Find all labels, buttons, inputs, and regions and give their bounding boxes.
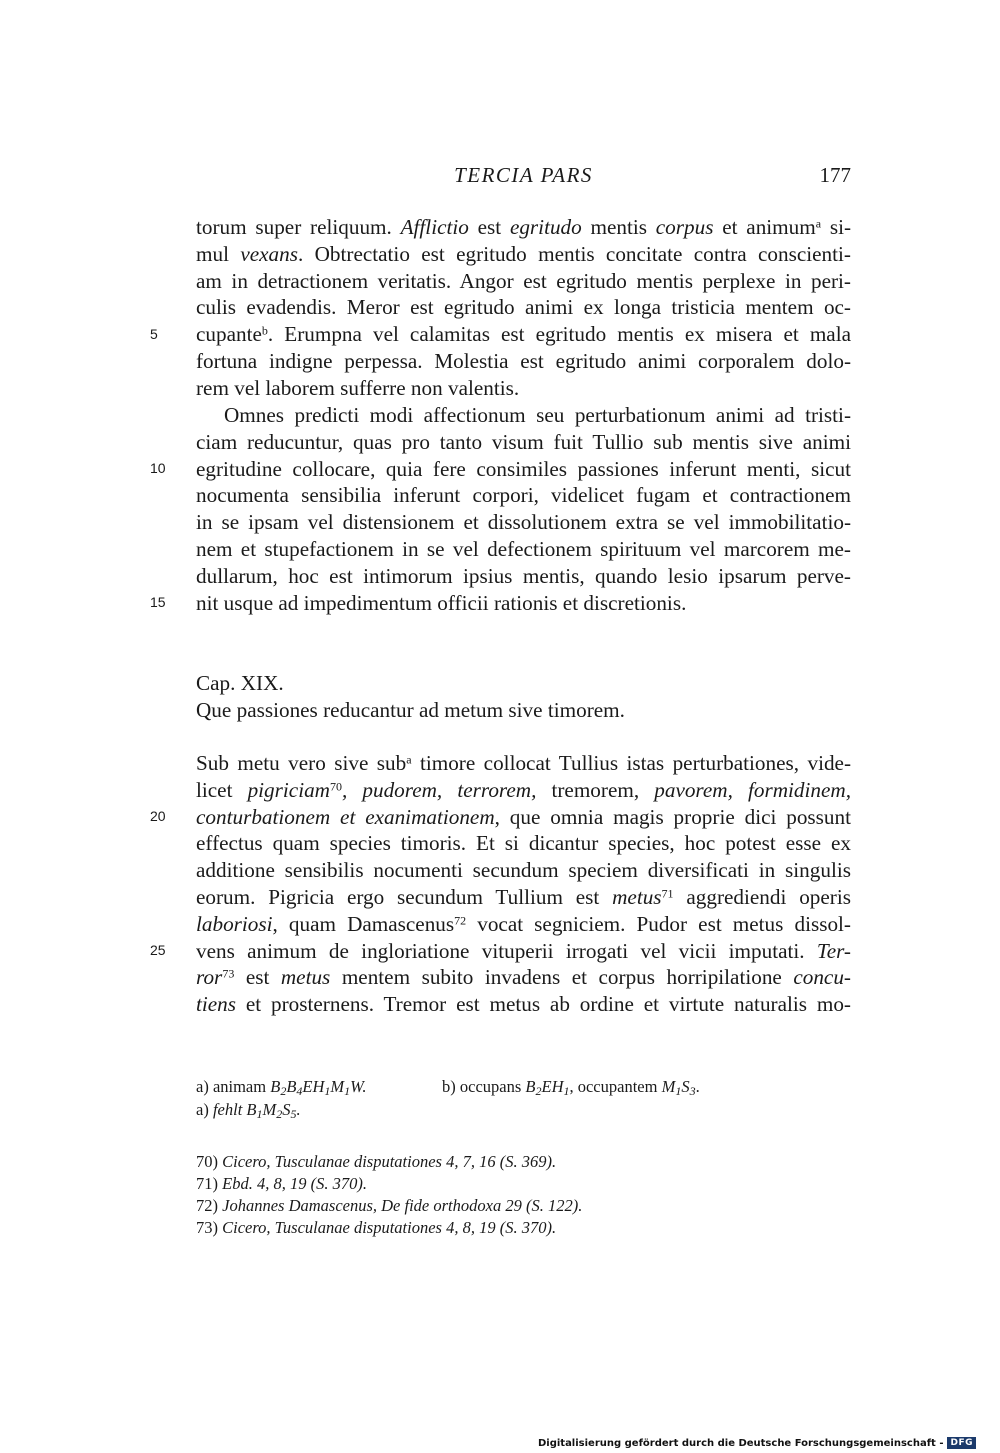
paragraph-2: [196, 402, 851, 616]
source-note: 71) Ebd. 4, 8, 19 (S. 370).: [196, 1174, 367, 1193]
text-line: effectus quam species timoris. Et si dicantur species, hoc potest esse ex: [196, 831, 851, 856]
running-head: [196, 163, 851, 193]
text-line: am in detractionem veritatis. Angor est egritudo mentis perplexe in peri-: [196, 268, 851, 293]
text-line: tiens et prosternens. Tremor est metus ab ordine et virtute naturalis mo-: [196, 992, 851, 1017]
text-line: conturbationem et exanimationem, que omnia magis proprie dici possunt: [196, 804, 851, 829]
line-number: 5: [150, 326, 158, 342]
credit-text: Digitalisierung gefördert durch die Deutsche Forschungsgemeinschaft -: [537, 1437, 944, 1449]
text-line: egritudine collocare, quia fere consimiles passiones inferunt menti, sicut: [196, 456, 851, 481]
running-title: TERCIA PARS: [454, 163, 593, 187]
critical-note: a) animam $B_2B_4EH_1M_1W$.: [196, 1077, 367, 1098]
source-note: 70) Cicero, Tusculanae disputationes 4, 7, 16 (S. 369).: [196, 1152, 557, 1171]
text-line: cupante$^b$. Erumpna vel calamitas est egritudo mentis ex misera et mala: [196, 322, 851, 347]
text-line: eorum. Pigricia ergo secundum Tullium est metus$^{71}$ aggrediendi operis: [196, 884, 851, 909]
page-number: 177: [819, 163, 851, 187]
source-note: 72) Johannes Damascenus, De fide orthodoxa 29 (S. 122).: [196, 1196, 583, 1215]
text-line: vens animum de ingloriatione vituperii irrogati vel vicii imputati. Ter-: [196, 938, 851, 963]
text-line: in se ipsam vel distensionem et dissolutionem extra se vel immobilitatio-: [196, 510, 851, 535]
chapter-title: Que passiones reducantur ad metum sive timorem.: [196, 698, 625, 722]
critical-note: b) occupans $B_2EH_1$, occupantem $M_1S_3$.: [442, 1077, 700, 1098]
text-line: additione sensibilis nocumenti secundum speciem diversificati in singulis: [196, 858, 851, 883]
text-line: rem vel laborem sufferre non valentis.: [196, 375, 520, 400]
text-line: ciam reducuntur, quas pro tanto visum fuit Tullio sub mentis sive animi: [196, 429, 851, 454]
chapter-number: Cap. XIX.: [196, 671, 284, 695]
paragraph-1: [196, 214, 851, 402]
line-number: 15: [150, 594, 166, 610]
paragraph-3: [196, 750, 851, 1018]
footer-credit: [538, 1437, 976, 1449]
dfg-logo: DFG: [947, 1437, 976, 1449]
text-line: licet pigriciam$^{70}$, pudorem, terrorem, tremorem, pavorem, formidinem,: [196, 777, 851, 802]
text-line: nocumenta sensibilia inferunt corpori, videlicet fugam et contractionem: [196, 483, 851, 508]
text-line: ror$^{73}$ est metus mentem subito invadens et corpus horripilatione concu-: [196, 965, 851, 990]
text-line: torum super reliquum. Afflictio est egritudo mentis corpus et animum$^a$ si-: [196, 215, 852, 239]
text-line: laboriosi, quam Damascenus$^{72}$ vocat segniciem. Pudor est metus dissol-: [196, 911, 851, 936]
text-line: Sub metu vero sive sub$^a$ timore collocat Tullius istas perturbationes, vide-: [196, 751, 852, 775]
text-line: nit usque ad impedimentum officii rationis et discretionis.: [196, 590, 687, 615]
text-line: culis evadendis. Meror est egritudo animi ex longa tristicia mentem oc-: [196, 295, 851, 320]
line-number: 20: [150, 808, 166, 824]
text-line: nem et stupefactionem in se vel defectionem spirituum vel marcorem me-: [196, 536, 851, 561]
critical-note: a) fehlt $B_1M_2S_5$.: [196, 1100, 301, 1121]
text-line: fortuna indigne perpessa. Molestia est egritudo animi corporalem dolo-: [196, 348, 851, 373]
text-line: mul vexans. Obtrectatio est egritudo mentis concitate contra conscienti-: [196, 241, 851, 266]
source-note: 73) Cicero, Tusculanae disputationes 4, 8, 19 (S. 370).: [196, 1218, 557, 1237]
line-number: 25: [150, 942, 166, 958]
line-number: 10: [150, 460, 166, 476]
text-line: dullarum, hoc est intimorum ipsius mentis, quando lesio ipsarum perve-: [196, 563, 851, 588]
text-line: Omnes predicti modi affectionum seu perturbationum animi ad tristi-: [224, 403, 851, 427]
